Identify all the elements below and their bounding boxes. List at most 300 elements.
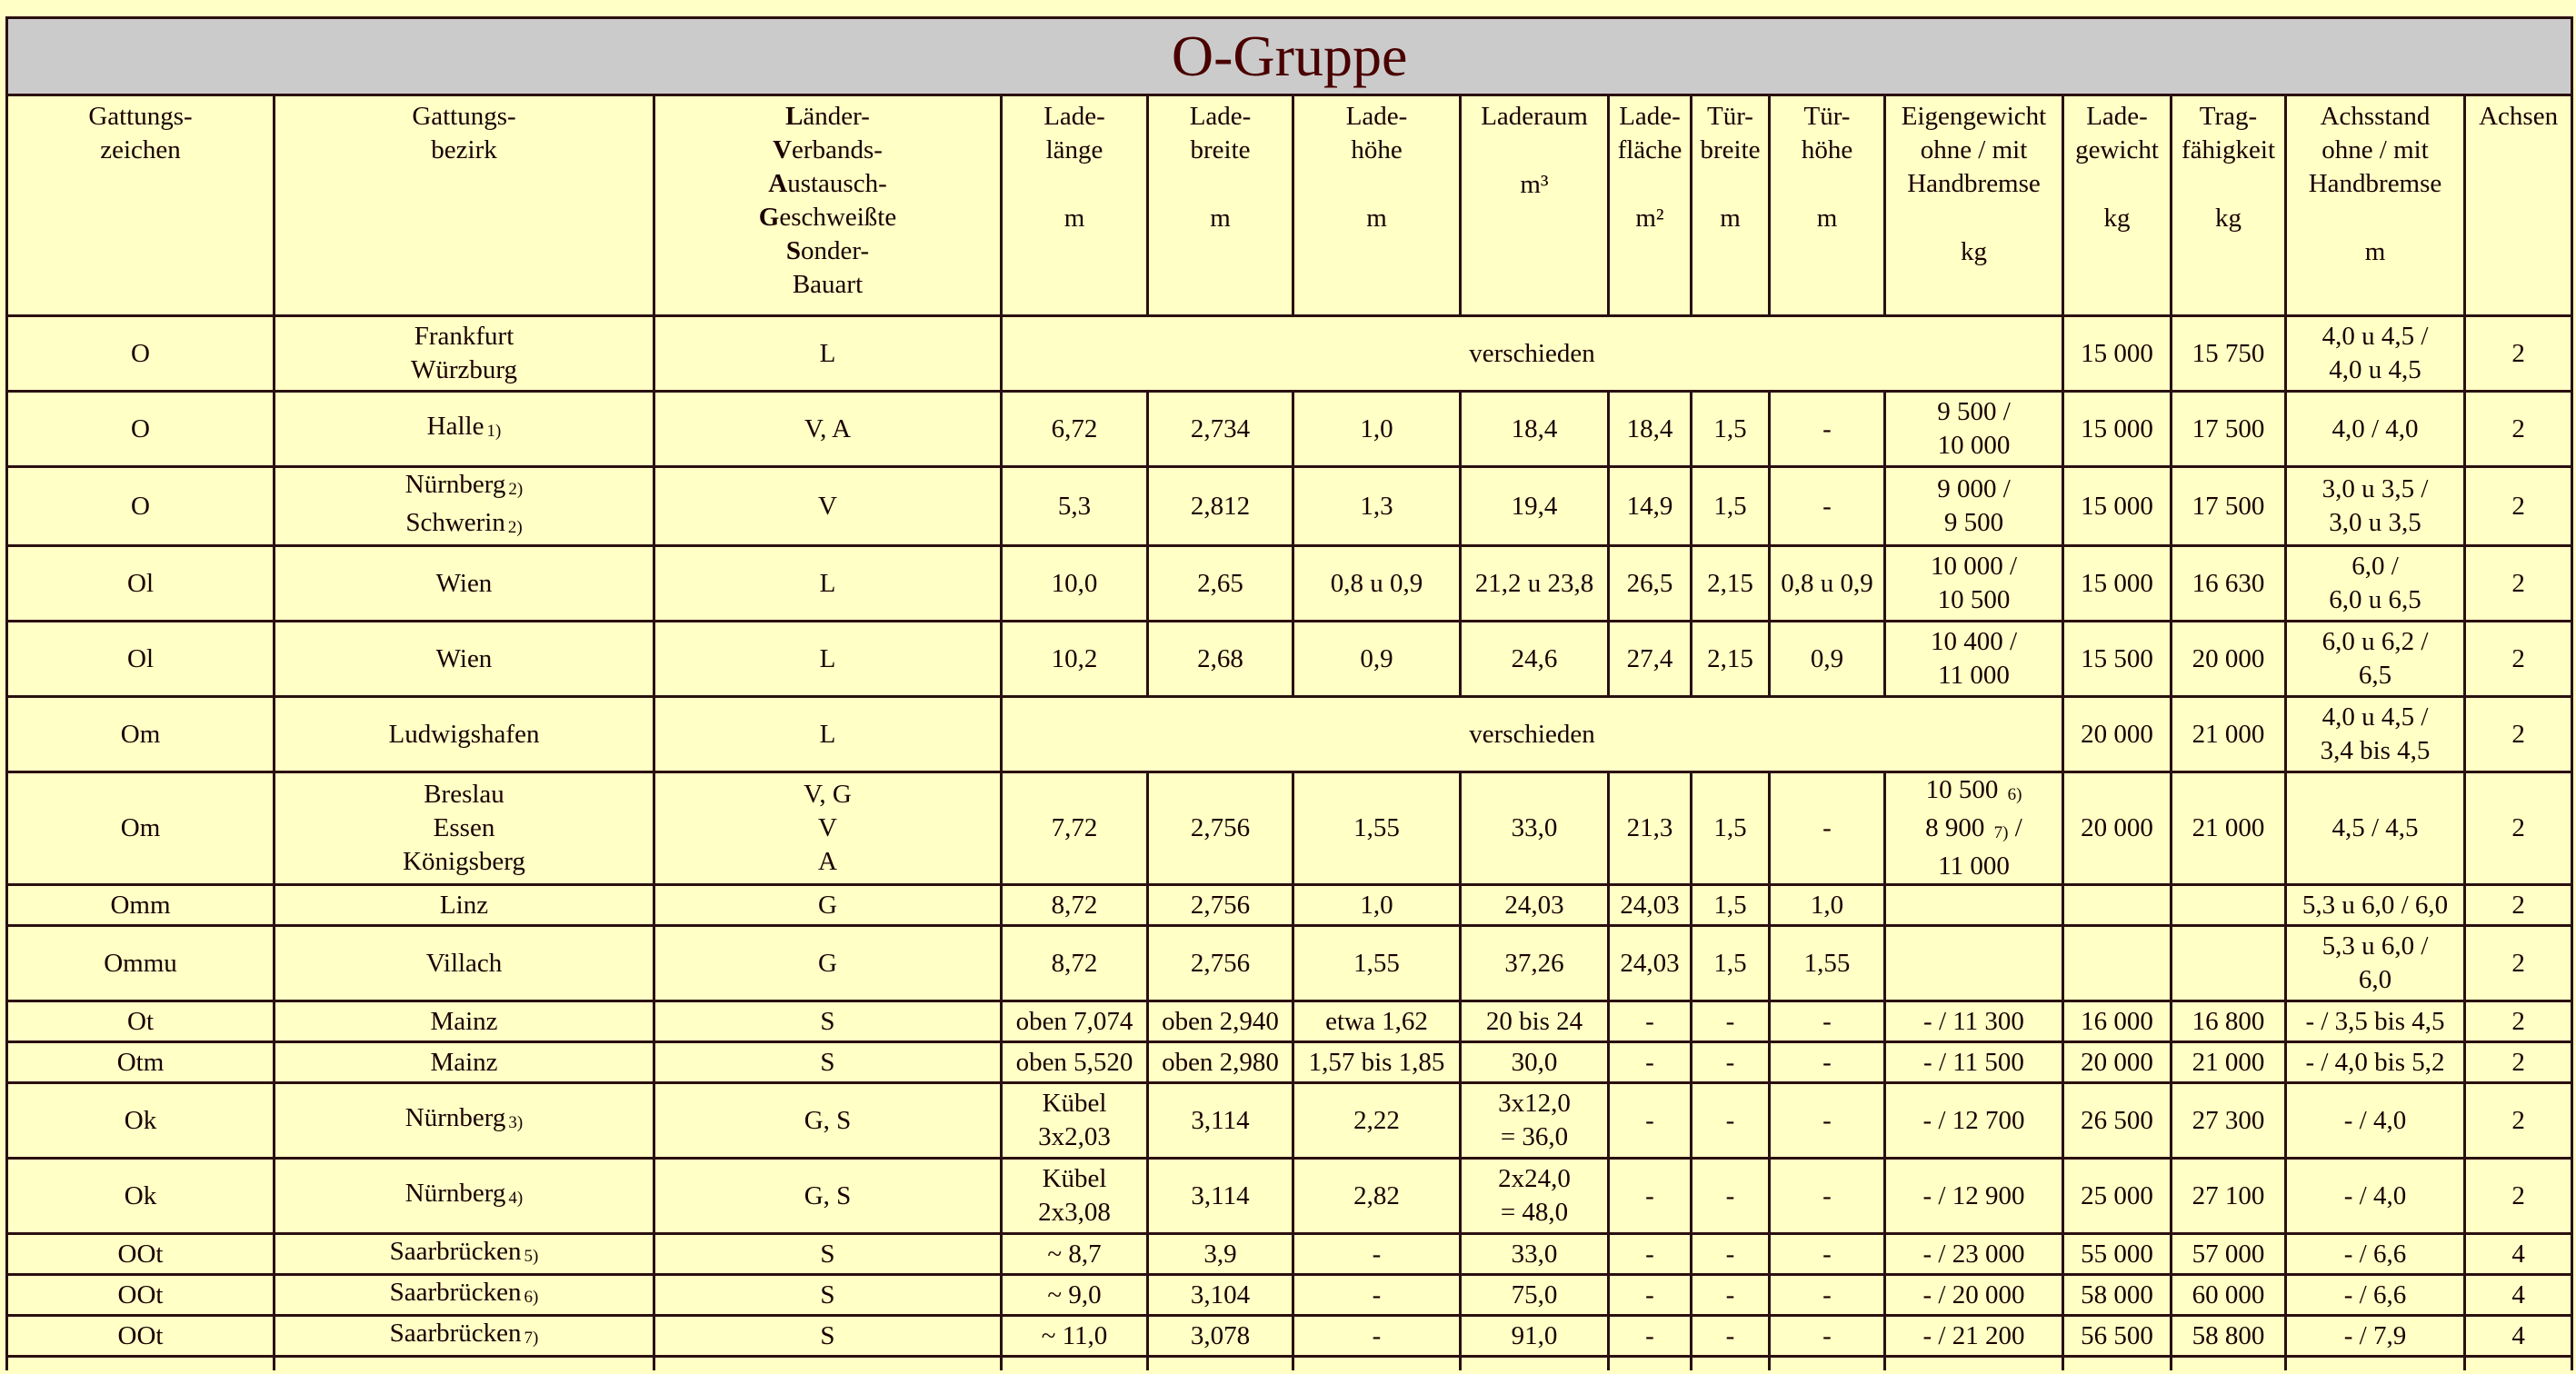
cell-empty: [1002, 1357, 1148, 1371]
cell-flaeche: 21,3: [1609, 772, 1692, 885]
table-container: [5, 16, 2571, 1370]
cell-breite: 2,65: [1148, 546, 1293, 622]
bauart-rest: eschweißte: [779, 203, 897, 232]
cell-gattungsbezirk: Nürnberg $_{3)}$: [275, 1083, 654, 1159]
cell-eigen: - / 11 500: [1885, 1042, 2063, 1083]
cell-achsstand: 4,0 / 4,0: [2286, 392, 2465, 467]
cell-breite: 2,756: [1148, 885, 1293, 926]
cell-empty: [1609, 1357, 1692, 1371]
cell-tuerh: -: [1770, 1159, 1885, 1234]
column-unit: m²: [1635, 204, 1664, 233]
cell-laenge: 10,2: [1002, 622, 1148, 697]
cell-tuerb: 2,15: [1692, 546, 1770, 622]
cell-gattungsbezirk: Saarbrücken $_{7)}$: [275, 1316, 654, 1357]
cell-bauart: L: [654, 622, 1002, 697]
bauart-header-line: [657, 268, 998, 302]
bauart-rest: Bauart: [792, 270, 864, 299]
cell-gattungszeichen: OOt: [7, 1275, 275, 1316]
column-header: [1770, 95, 1885, 316]
column-unit: kg: [1961, 237, 1987, 266]
cell-gattungsbezirk: Mainz: [275, 1001, 654, 1042]
cell-raum: 33,0: [1461, 1234, 1609, 1275]
cell-achsstand: - / 4,0: [2286, 1083, 2465, 1159]
cell-tuerh: -: [1770, 772, 1885, 885]
cell-empty: [2286, 1357, 2465, 1371]
cell-raum: 24,6: [1461, 622, 1609, 697]
cell-hoehe: 1,55: [1293, 926, 1461, 1001]
cell-achsen: 2: [2465, 1001, 2572, 1042]
cell-gattungsbezirk: Linz: [275, 885, 654, 926]
cell-tuerb: -: [1692, 1275, 1770, 1316]
table-row-partial: [7, 1357, 2572, 1371]
column-label: Gattungs- zeichen: [88, 102, 193, 164]
cell-gattungsbezirk: Frankfurt Würzburg: [275, 316, 654, 392]
cell-bauart: S: [654, 1234, 1002, 1275]
cell-ladegewicht: 58 000: [2063, 1275, 2172, 1316]
cell-hoehe: 1,3: [1293, 467, 1461, 546]
cell-tuerb: 1,5: [1692, 926, 1770, 1001]
cell-gattungszeichen: Om: [7, 772, 275, 885]
cell-empty: [1770, 1357, 1885, 1371]
cell-achsstand: 6,0 u 6,2 / 6,5: [2286, 622, 2465, 697]
cell-gattungszeichen: OOt: [7, 1234, 275, 1275]
cell-gattungsbezirk: Halle $_{1)}$: [275, 392, 654, 467]
cell-laenge: Kübel 2x3,08: [1002, 1159, 1148, 1234]
cell-flaeche: -: [1609, 1316, 1692, 1357]
column-label: Tür- breite: [1700, 102, 1761, 164]
column-label: Achsen: [2479, 102, 2559, 131]
cell-tragfaehigkeit: 21 000: [2172, 772, 2286, 885]
cell-raum: 33,0: [1461, 772, 1609, 885]
table-row: [7, 1159, 2572, 1234]
cell-tuerb: -: [1692, 1316, 1770, 1357]
column-label: Tür- höhe: [1801, 102, 1853, 164]
cell-laenge: ~ 11,0: [1002, 1316, 1148, 1357]
cell-hoehe: 2,22: [1293, 1083, 1461, 1159]
cell-flaeche: -: [1609, 1159, 1692, 1234]
cell-eigen: [1885, 926, 2063, 1001]
cell-flaeche: -: [1609, 1234, 1692, 1275]
cell-tuerb: 1,5: [1692, 772, 1770, 885]
footnote-ref: 6): [524, 1288, 539, 1307]
column-header: [1692, 95, 1770, 316]
cell-breite: 3,104: [1148, 1275, 1293, 1316]
cell-tuerh: -: [1770, 1234, 1885, 1275]
cell-achsstand: - / 7,9: [2286, 1316, 2465, 1357]
footnote-ref: 1): [486, 422, 502, 441]
cell-verschieden: verschieden: [1002, 697, 2063, 772]
cell-tragfaehigkeit: 21 000: [2172, 697, 2286, 772]
cell-achsstand: - / 3,5 bis 4,5: [2286, 1001, 2465, 1042]
cell-achsstand: 4,0 u 4,5 / 3,4 bis 4,5: [2286, 697, 2465, 772]
cell-empty: [654, 1357, 1002, 1371]
cell-breite: 2,812: [1148, 467, 1293, 546]
cell-ladegewicht: 15 000: [2063, 316, 2172, 392]
column-unit: m: [1720, 204, 1741, 233]
cell-gattungszeichen: Ok: [7, 1083, 275, 1159]
cell-achsen: 2: [2465, 316, 2572, 392]
cell-laenge: oben 5,520: [1002, 1042, 1148, 1083]
cell-gattungsbezirk: Villach: [275, 926, 654, 1001]
footnote-ref: 4): [508, 1189, 524, 1208]
column-unit: kg: [2103, 204, 2131, 233]
column-header: [1461, 95, 1609, 316]
cell-raum: 91,0: [1461, 1316, 1609, 1357]
cell-raum: 19,4: [1461, 467, 1609, 546]
cell-eigen: 9 000 / 9 500: [1885, 467, 2063, 546]
cell-eigen: 10 500 $_{6)}$ 8 900 $_{7)}$ / 11 000: [1885, 772, 2063, 885]
cell-ladegewicht: [2063, 885, 2172, 926]
cell-gattungsbezirk: Mainz: [275, 1042, 654, 1083]
cell-empty: [2063, 1357, 2172, 1371]
cell-hoehe: etwa 1,62: [1293, 1001, 1461, 1042]
cell-achsstand: - / 4,0: [2286, 1159, 2465, 1234]
cell-laenge: 10,0: [1002, 546, 1148, 622]
cell-eigen: 10 000 / 10 500: [1885, 546, 2063, 622]
cell-bauart: S: [654, 1042, 1002, 1083]
column-label: Lade- gewicht: [2075, 102, 2159, 164]
cell-raum: 3x12,0 = 36,0: [1461, 1083, 1609, 1159]
cell-empty: [1148, 1357, 1293, 1371]
cell-bauart: V, G V A: [654, 772, 1002, 885]
cell-breite: 3,9: [1148, 1234, 1293, 1275]
cell-laenge: ~ 8,7: [1002, 1234, 1148, 1275]
cell-empty: [1692, 1357, 1770, 1371]
table-row: [7, 1275, 2572, 1316]
table-row: [7, 392, 2572, 467]
cell-gattungszeichen: Otm: [7, 1042, 275, 1083]
cell-bauart: G, S: [654, 1083, 1002, 1159]
cell-tragfaehigkeit: [2172, 926, 2286, 1001]
cell-tragfaehigkeit: 17 500: [2172, 392, 2286, 467]
bauart-rest: onder-: [801, 236, 870, 265]
cell-tuerh: -: [1770, 1001, 1885, 1042]
cell-flaeche: 18,4: [1609, 392, 1692, 467]
cell-flaeche: -: [1609, 1042, 1692, 1083]
table-row: [7, 1083, 2572, 1159]
table-row: [7, 885, 2572, 926]
bauart-rest: erbands-: [792, 135, 883, 164]
cell-ladegewicht: 20 000: [2063, 697, 2172, 772]
cell-gattungsbezirk: Saarbrücken $_{5)}$: [275, 1234, 654, 1275]
cell-achsstand: 3,0 u 3,5 / 3,0 u 3,5: [2286, 467, 2465, 546]
cell-breite: 3,114: [1148, 1083, 1293, 1159]
column-label: Laderaum: [1481, 102, 1588, 131]
cell-ladegewicht: 15 000: [2063, 546, 2172, 622]
cell-breite: 2,734: [1148, 392, 1293, 467]
table-row: [7, 1001, 2572, 1042]
bauart-header-line: [657, 167, 998, 201]
column-unit: m: [2364, 237, 2386, 266]
cell-empty: [2465, 1357, 2572, 1371]
footnote-ref: 3): [508, 1113, 524, 1132]
column-unit: m³: [1520, 170, 1549, 199]
cell-tuerh: -: [1770, 1042, 1885, 1083]
cell-achsen: 2: [2465, 1159, 2572, 1234]
bauart-initial: S: [785, 236, 802, 265]
cell-bauart: G: [654, 885, 1002, 926]
cell-raum: 18,4: [1461, 392, 1609, 467]
cell-ladegewicht: 15 000: [2063, 392, 2172, 467]
cell-tuerb: -: [1692, 1083, 1770, 1159]
cell-laenge: 7,72: [1002, 772, 1148, 885]
column-header: [275, 95, 654, 316]
cell-flaeche: 24,03: [1609, 926, 1692, 1001]
column-unit: m: [1366, 204, 1387, 233]
cell-tragfaehigkeit: 58 800: [2172, 1316, 2286, 1357]
cell-bauart: L: [654, 546, 1002, 622]
cell-tuerh: -: [1770, 1275, 1885, 1316]
cell-gattungszeichen: Ok: [7, 1159, 275, 1234]
cell-gattungszeichen: O: [7, 392, 275, 467]
cell-achsen: 2: [2465, 392, 2572, 467]
cell-tuerh: 1,0: [1770, 885, 1885, 926]
cell-gattungsbezirk: Breslau Essen Königsberg: [275, 772, 654, 885]
cell-gattungszeichen: Ol: [7, 546, 275, 622]
cell-ladegewicht: 25 000: [2063, 1159, 2172, 1234]
cell-achsen: 4: [2465, 1316, 2572, 1357]
cell-empty: [1461, 1357, 1609, 1371]
cell-tragfaehigkeit: 27 300: [2172, 1083, 2286, 1159]
cell-ladegewicht: 56 500: [2063, 1316, 2172, 1357]
cell-ladegewicht: 15 000: [2063, 467, 2172, 546]
column-label: Eigengewicht ohne / mit Handbremse: [1901, 102, 2047, 198]
wagon-table: [5, 16, 2573, 1370]
cell-laenge: 8,72: [1002, 926, 1148, 1001]
bauart-rest: änder-: [803, 102, 870, 131]
column-header: [654, 95, 1002, 316]
cell-tuerb: 2,15: [1692, 622, 1770, 697]
cell-eigen: - / 21 200: [1885, 1316, 2063, 1357]
cell-bauart: V: [654, 467, 1002, 546]
cell-achsstand: 4,5 / 4,5: [2286, 772, 2465, 885]
bauart-header-line: [657, 134, 998, 167]
cell-bauart: L: [654, 697, 1002, 772]
footnote-ref: 2): [508, 480, 524, 499]
table-row: [7, 1042, 2572, 1083]
cell-achsen: 2: [2465, 467, 2572, 546]
cell-achsen: 2: [2465, 885, 2572, 926]
cell-ladegewicht: 20 000: [2063, 1042, 2172, 1083]
column-label: Achsstand ohne / mit Handbremse: [2308, 102, 2442, 198]
cell-tuerh: 0,8 u 0,9: [1770, 546, 1885, 622]
cell-tuerh: -: [1770, 467, 1885, 546]
cell-achsstand: - / 4,0 bis 5,2: [2286, 1042, 2465, 1083]
cell-tragfaehigkeit: [2172, 885, 2286, 926]
cell-eigen: - / 20 000: [1885, 1275, 2063, 1316]
table-row: [7, 622, 2572, 697]
cell-breite: oben 2,980: [1148, 1042, 1293, 1083]
column-label: Lade- fläche: [1617, 102, 1682, 164]
column-label: Gattungs- bezirk: [412, 102, 516, 164]
cell-hoehe: -: [1293, 1234, 1461, 1275]
cell-gattungsbezirk: Wien: [275, 622, 654, 697]
cell-ladegewicht: 16 000: [2063, 1001, 2172, 1042]
cell-achsen: 2: [2465, 1042, 2572, 1083]
cell-achsen: 4: [2465, 1234, 2572, 1275]
cell-breite: 3,114: [1148, 1159, 1293, 1234]
cell-empty: [275, 1357, 654, 1371]
cell-achsstand: 5,3 u 6,0 / 6,0: [2286, 885, 2465, 926]
table-row: [7, 467, 2572, 546]
column-unit: m: [1063, 204, 1085, 233]
cell-eigen: 10 400 / 11 000: [1885, 622, 2063, 697]
footnote-ref: 2): [507, 518, 523, 537]
cell-achsen: 2: [2465, 546, 2572, 622]
column-unit: m: [1210, 204, 1231, 233]
column-header: [7, 95, 275, 316]
cell-hoehe: 1,0: [1293, 392, 1461, 467]
column-unit: m: [1816, 204, 1838, 233]
column-header: [1609, 95, 1692, 316]
cell-achsen: 2: [2465, 697, 2572, 772]
cell-hoehe: 0,9: [1293, 622, 1461, 697]
cell-raum: 30,0: [1461, 1042, 1609, 1083]
cell-achsen: 4: [2465, 1275, 2572, 1316]
cell-tuerb: -: [1692, 1001, 1770, 1042]
cell-achsstand: 5,3 u 6,0 / 6,0: [2286, 926, 2465, 1001]
column-header: [2286, 95, 2465, 316]
cell-flaeche: 24,03: [1609, 885, 1692, 926]
cell-tuerh: -: [1770, 1316, 1885, 1357]
cell-bauart: S: [654, 1001, 1002, 1042]
cell-hoehe: -: [1293, 1275, 1461, 1316]
cell-tragfaehigkeit: 57 000: [2172, 1234, 2286, 1275]
cell-flaeche: 14,9: [1609, 467, 1692, 546]
cell-flaeche: -: [1609, 1275, 1692, 1316]
column-header: [2172, 95, 2286, 316]
cell-gattungszeichen: Ot: [7, 1001, 275, 1042]
cell-ladegewicht: 20 000: [2063, 772, 2172, 885]
cell-ladegewicht: 26 500: [2063, 1083, 2172, 1159]
cell-flaeche: 26,5: [1609, 546, 1692, 622]
bauart-initial: G: [758, 203, 780, 232]
cell-gattungszeichen: O: [7, 316, 275, 392]
cell-empty: [1293, 1357, 1461, 1371]
cell-bauart: S: [654, 1316, 1002, 1357]
cell-tragfaehigkeit: 20 000: [2172, 622, 2286, 697]
column-header: [2063, 95, 2172, 316]
cell-raum: 24,03: [1461, 885, 1609, 926]
cell-empty: [7, 1357, 275, 1371]
cell-eigen: - / 11 300: [1885, 1001, 2063, 1042]
cell-raum: 20 bis 24: [1461, 1001, 1609, 1042]
table-row: [7, 1234, 2572, 1275]
cell-ladegewicht: [2063, 926, 2172, 1001]
cell-achsstand: 6,0 / 6,0 u 6,5: [2286, 546, 2465, 622]
cell-laenge: oben 7,074: [1002, 1001, 1148, 1042]
footnote-ref: 7): [1993, 823, 2009, 842]
cell-empty: [2172, 1357, 2286, 1371]
cell-gattungszeichen: Om: [7, 697, 275, 772]
cell-tuerb: -: [1692, 1042, 1770, 1083]
cell-flaeche: -: [1609, 1001, 1692, 1042]
cell-tragfaehigkeit: 17 500: [2172, 467, 2286, 546]
cell-hoehe: 2,82: [1293, 1159, 1461, 1234]
bauart-header-line: [657, 234, 998, 268]
cell-ladegewicht: 15 500: [2063, 622, 2172, 697]
cell-eigen: - / 23 000: [1885, 1234, 2063, 1275]
cell-eigen: - / 12 700: [1885, 1083, 2063, 1159]
cell-tuerh: 0,9: [1770, 622, 1885, 697]
cell-tuerh: 1,55: [1770, 926, 1885, 1001]
cell-tuerb: -: [1692, 1234, 1770, 1275]
cell-tragfaehigkeit: 16 800: [2172, 1001, 2286, 1042]
cell-flaeche: -: [1609, 1083, 1692, 1159]
footnote-ref: 6): [2007, 785, 2022, 804]
cell-tuerb: 1,5: [1692, 392, 1770, 467]
page-title: O-Gruppe: [7, 18, 2572, 95]
cell-tragfaehigkeit: 15 750: [2172, 316, 2286, 392]
cell-laenge: ~ 9,0: [1002, 1275, 1148, 1316]
cell-tragfaehigkeit: 16 630: [2172, 546, 2286, 622]
table-row: [7, 772, 2572, 885]
cell-bauart: S: [654, 1275, 1002, 1316]
cell-raum: 75,0: [1461, 1275, 1609, 1316]
cell-raum: 21,2 u 23,8: [1461, 546, 1609, 622]
cell-flaeche: 27,4: [1609, 622, 1692, 697]
cell-gattungszeichen: O: [7, 467, 275, 546]
cell-tuerb: -: [1692, 1159, 1770, 1234]
cell-hoehe: 1,57 bis 1,85: [1293, 1042, 1461, 1083]
cell-eigen: [1885, 885, 2063, 926]
cell-achsen: 2: [2465, 1083, 2572, 1159]
cell-achsen: 2: [2465, 926, 2572, 1001]
cell-laenge: Kübel 3x2,03: [1002, 1083, 1148, 1159]
column-unit: kg: [2215, 204, 2242, 233]
cell-eigen: 9 500 / 10 000: [1885, 392, 2063, 467]
column-header: [2465, 95, 2572, 316]
cell-laenge: 6,72: [1002, 392, 1148, 467]
cell-achsstand: - / 6,6: [2286, 1275, 2465, 1316]
bauart-header-line: [657, 201, 998, 234]
cell-ladegewicht: 55 000: [2063, 1234, 2172, 1275]
cell-empty: [1885, 1357, 2063, 1371]
cell-bauart: V, A: [654, 392, 1002, 467]
cell-achsstand: - / 6,6: [2286, 1234, 2465, 1275]
cell-gattungsbezirk: Nürnberg $_{2)}$ Schwerin $_{2)}$: [275, 467, 654, 546]
cell-hoehe: 1,0: [1293, 885, 1461, 926]
column-label: Lade- höhe: [1345, 102, 1408, 164]
column-header: [1002, 95, 1148, 316]
cell-tuerb: 1,5: [1692, 467, 1770, 546]
table-row: [7, 546, 2572, 622]
table-row: [7, 926, 2572, 1001]
column-label: Trag- fähigkeit: [2181, 102, 2276, 164]
cell-gattungszeichen: Ommu: [7, 926, 275, 1001]
cell-tragfaehigkeit: 27 100: [2172, 1159, 2286, 1234]
column-header: [1885, 95, 2063, 316]
cell-hoehe: -: [1293, 1316, 1461, 1357]
cell-raum: 37,26: [1461, 926, 1609, 1001]
cell-eigen: - / 12 900: [1885, 1159, 2063, 1234]
cell-laenge: 5,3: [1002, 467, 1148, 546]
bauart-rest: ustausch-: [787, 169, 887, 198]
cell-bauart: L: [654, 316, 1002, 392]
cell-gattungszeichen: OOt: [7, 1316, 275, 1357]
cell-tragfaehigkeit: 60 000: [2172, 1275, 2286, 1316]
footnote-ref: 7): [524, 1329, 539, 1348]
cell-verschieden: verschieden: [1002, 316, 2063, 392]
cell-achsen: 2: [2465, 622, 2572, 697]
bauart-initial: V: [773, 135, 793, 164]
bauart-initial: L: [785, 102, 804, 131]
table-row: [7, 316, 2572, 392]
cell-hoehe: 0,8 u 0,9: [1293, 546, 1461, 622]
table-row: [7, 697, 2572, 772]
cell-gattungsbezirk: Wien: [275, 546, 654, 622]
table-row: [7, 1316, 2572, 1357]
